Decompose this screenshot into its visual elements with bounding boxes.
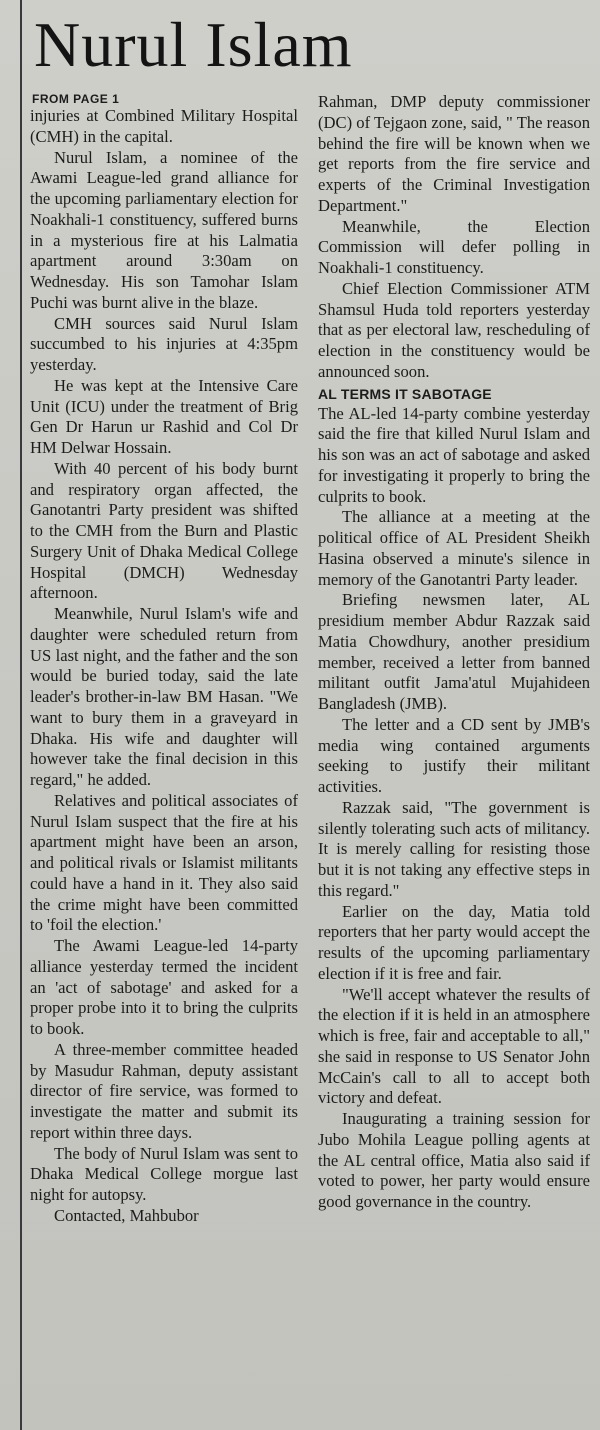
column-right-lead: Rahman, DMP deputy commissioner (DC) of Tejgaon zone, said, " The reason behind the fire will be known when we get reports from the fire service and experts of the Criminal Investigation Department."	[318, 92, 590, 215]
article-paragraph: Contacted, Mahbubor	[54, 1205, 199, 1225]
article-paragraph: A three-member committee headed by Masudur Rahman, deputy assistant director of fire service, was formed to investigate the matter and submit its report within three days.	[30, 1039, 298, 1142]
adjacent-column-fragment	[0, 80, 16, 380]
subheading: AL TERMS IT SABOTAGE	[318, 385, 492, 402]
article-paragraph: The alliance at a meeting at the political office of AL President Sheikh Hasina observed a minute's silence in memory of the Ganotantri Party leader.	[318, 507, 590, 589]
column-rule	[20, 0, 22, 1430]
article-paragraph: Chief Election Commissioner ATM Shamsul Huda told reporters yesterday that as per electoral law, rescheduling of election in the constituency would be announced soon.	[318, 278, 590, 381]
article-column-right	[318, 92, 590, 1213]
kicker: FROM PAGE 1	[32, 92, 120, 106]
article-paragraph: Relatives and political associates of Nurul Islam suspect that the fire at his apartment might have been an arson, and political rivals or Islamist militants could have a hand in it. They also said the crime might have been committed to 'foil the election.'	[30, 790, 298, 935]
article-paragraph: Meanwhile, Nurul Islam's wife and daughter were scheduled return from US last night, and the father and the son would be buried today, said the late leader's brother-in-law BM Hasan. "We want to bury them in a graveyard in Dhaka. His wife and daughter will however take the final decision in this regard," he added.	[30, 604, 298, 789]
article-paragraph: Inaugurating a training session for Jubo Mohila League polling agents at the AL central office, Matia also said if voted to power, her party would ensure good governance in the country.	[318, 1109, 590, 1211]
article-paragraph: Nurul Islam, a nominee of the Awami League-led grand alliance for the upcoming parliamentary election for Noakhali-1 constituency, suffered burns in a mysterious fire at his Lalmatia apartment around 3:30am on Wednesday. His son Tamohar Islam Puchi was burnt alive in the blaze.	[30, 147, 298, 312]
article-paragraph: The Awami League-led 14-party alliance yesterday termed the incident an 'act of sabotage' and asked for a proper probe into it to bring the culprits to book.	[30, 936, 298, 1038]
subhead-lead-paragraph: The AL-led 14-party combine yesterday said the fire that killed Nurul Islam and his son was an act of sabotage and asked for investigating it properly to bring the culprits to book.	[318, 403, 590, 506]
headline: Nurul Islam	[34, 9, 353, 80]
article-paragraph: He was kept at the Intensive Care Unit (ICU) under the treatment of Brig Gen Dr Harun ur Rashid and Col Dr HM Delwar Hossain.	[30, 375, 298, 457]
column-left-lead: injuries at Combined Military Hospital (CMH) in the capital.	[30, 106, 298, 146]
article-paragraph: Razzak said, "The government is silently tolerating such acts of militancy. It is merely calling for resisting those but it is not taking any effective steps in this regard."	[318, 797, 590, 900]
article-paragraph: The body of Nurul Islam was sent to Dhaka Medical College morgue last night for autopsy.	[30, 1143, 298, 1204]
article-paragraph: Meanwhile, the Election Commission will defer polling in Noakhali-1 constituency.	[318, 216, 590, 277]
article-paragraph: With 40 percent of his body burnt and respiratory organ affected, the Ganotantri Party president was shifted to the CMH from the Burn and Plastic Surgery Unit of Dhaka Medical College Hospital (DMCH) Wednesday afternoon.	[30, 458, 298, 603]
article-column-left	[30, 92, 298, 1227]
article-paragraph: The letter and a CD sent by JMB's media wing contained arguments seeking to justify their militant activities.	[318, 714, 590, 796]
article-paragraph: CMH sources said Nurul Islam succumbed to his injuries at 4:35pm yesterday.	[30, 313, 298, 374]
article-paragraph: "We'll accept whatever the results of the election if it is held in an atmosphere which is free, fair and acceptable to all," she said in response to US Senator John McCain's call to all to accept both victory and defeat.	[318, 984, 590, 1108]
article-paragraph: Earlier on the day, Matia told reporters that her party would accept the results of the upcoming parliamentary election if it is free and fair.	[318, 901, 590, 983]
article-paragraph: Briefing newsmen later, AL presidium member Abdur Razzak said Matia Chowdhury, another presidium member, received a letter from banned militant outfit Jama'atul Mujahideen Bangladesh (JMB).	[318, 590, 590, 713]
